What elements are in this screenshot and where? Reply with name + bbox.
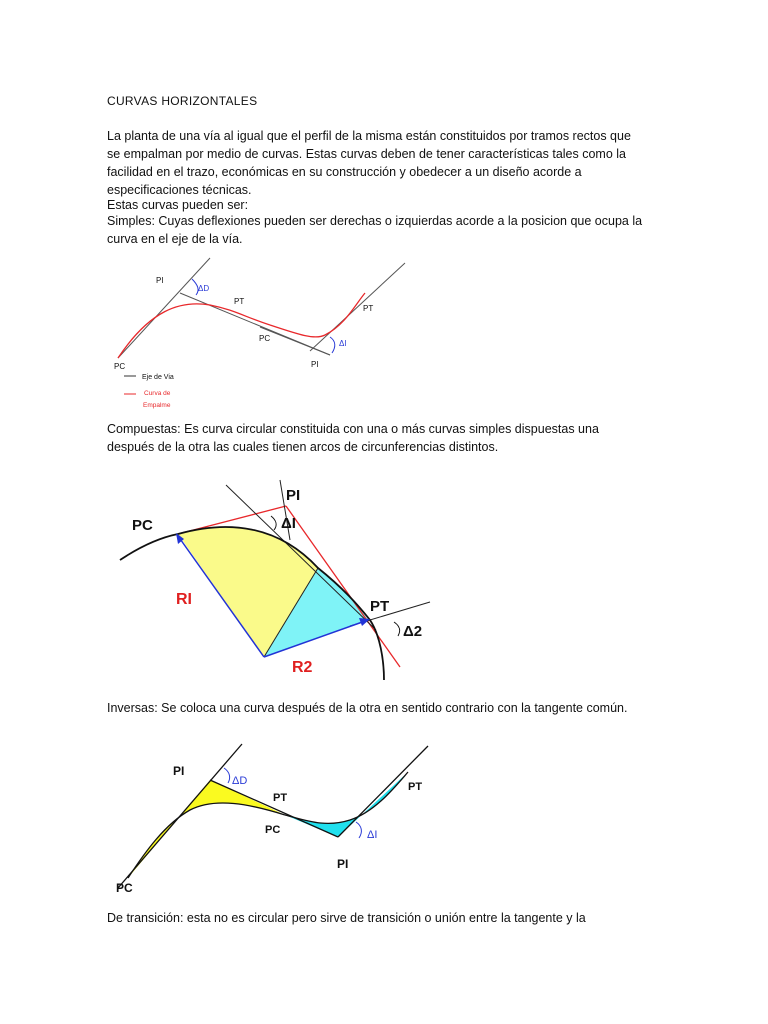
tangent-line <box>310 263 405 351</box>
types-lead: Estas curvas pueden ser: <box>107 198 249 212</box>
label-pi-bottom: PI <box>311 360 319 369</box>
label-delta-d: ΔD <box>232 775 248 787</box>
figure-simple-curves <box>110 255 420 415</box>
label-pc-mid: PC <box>265 824 281 836</box>
delta-arc <box>394 622 400 636</box>
label-pt-right: PT <box>408 781 423 793</box>
intro-paragraph: La planta de una vía al igual que el perfil de la misma están constituidos por tramos rectos que se empalman por medio de curvas. Estas curvas deben de tener características tales como la facilidad en el trazo, económicas en su construcción y obedecer a un diseño acorde a especificaciones técnicas. <box>107 129 631 197</box>
label-pc-mid: PC <box>259 334 271 343</box>
inversas-paragraph: Inversas: Se coloca una curva después de la otra en sentido contrario con la tangente común. <box>107 701 628 715</box>
legend-curva-label: Curva de <box>144 390 171 397</box>
legend-eje-label: Eje de Via <box>142 374 174 381</box>
label-delta-d: ΔD <box>198 284 210 293</box>
legend-curva-label-2: Empalme <box>143 402 171 409</box>
label-r2: R2 <box>292 659 313 676</box>
simples-paragraph: Simples: Cuyas deflexiones pueden ser derechas o izquierdas acorde a la posicion que ocupa la curva en el eje de la vía. <box>107 214 643 246</box>
figure-compound-curve <box>118 480 438 685</box>
tangent-line <box>118 258 210 358</box>
label-pi-top: PI <box>156 276 164 285</box>
delta-arc <box>330 337 335 353</box>
fill-region-1 <box>128 780 288 878</box>
label-pc-left: PC <box>116 881 133 895</box>
curve-path <box>118 304 270 358</box>
curve-path <box>285 772 408 823</box>
label-pt-mid: PT <box>273 792 288 804</box>
label-delta-i: ΔI <box>339 339 347 348</box>
label-r1: RI <box>176 591 192 608</box>
delta-arc <box>356 822 361 838</box>
tangent-line <box>260 327 330 355</box>
curve-path <box>270 293 365 337</box>
label-pt: PT <box>370 598 390 615</box>
figure-reverse-curves <box>110 742 440 902</box>
label-pi-bottom: PI <box>337 857 349 871</box>
label-pt-mid: PT <box>234 297 245 306</box>
label-delta-i: ΔI <box>367 829 378 841</box>
delta-arc <box>224 768 230 783</box>
document-title: CURVAS HORIZONTALES <box>107 94 258 108</box>
transicion-paragraph: De transición: esta no es circular pero sirve de transición o unión entre la tangente y la <box>107 911 586 925</box>
label-pi-top: PI <box>173 764 185 778</box>
curve-path <box>128 803 285 878</box>
label-delta-2: Δ2 <box>403 623 423 640</box>
label-pt-right: PT <box>363 304 374 313</box>
label-pi: PI <box>286 487 301 504</box>
label-delta-1: ΔI <box>281 515 296 532</box>
compuestas-paragraph: Compuestas: Es curva circular constituida con una o más curvas simples dispuestas una después de la otra las cuales tienen arcos de circunferencias distintos. <box>107 422 599 454</box>
delta-arc <box>271 516 276 530</box>
fill-region-2 <box>285 772 408 837</box>
label-pc-left: PC <box>114 362 126 371</box>
label-pc: PC <box>132 517 153 534</box>
